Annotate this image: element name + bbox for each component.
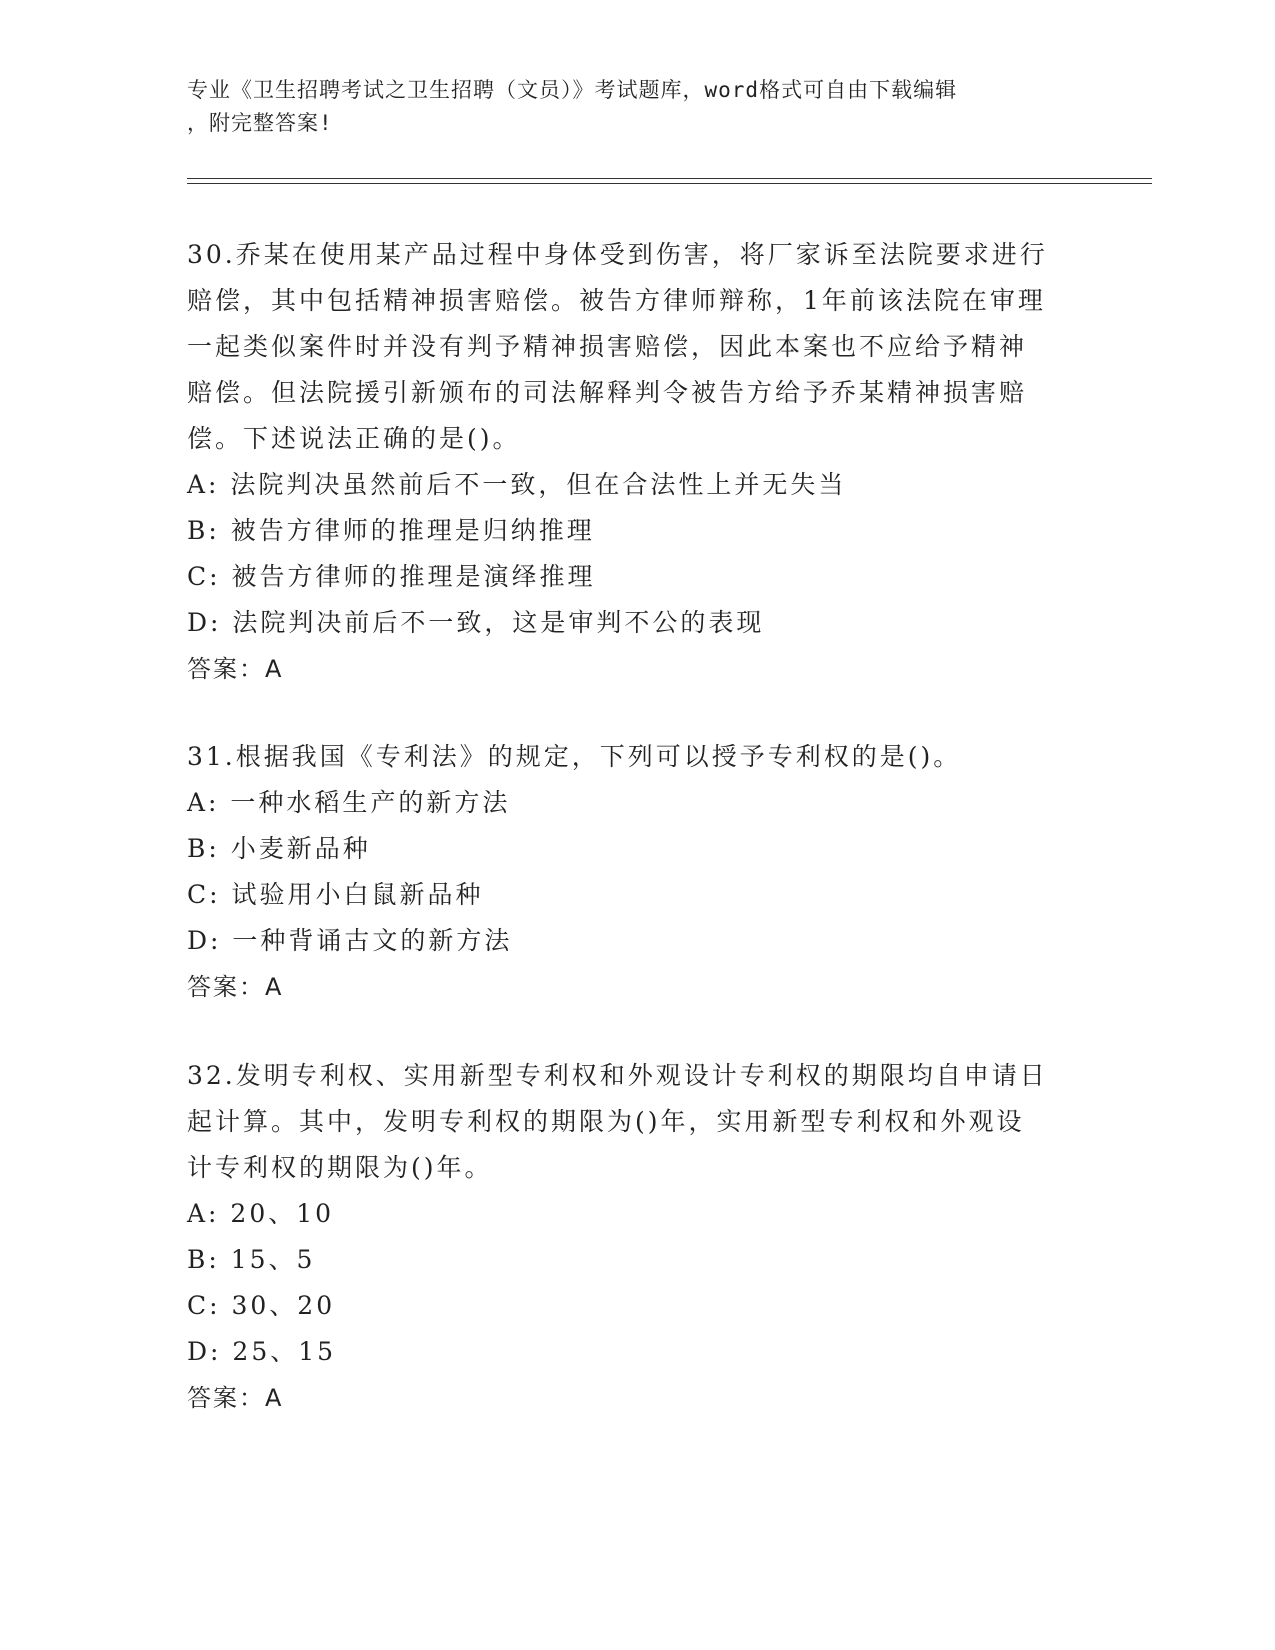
stem-line: 计专利权的期限为()年。 [187, 1153, 493, 1182]
question-stem [187, 232, 1087, 462]
document-header [187, 74, 1067, 140]
option-d: D: 一种背诵古文的新方法 [187, 926, 513, 955]
stem-line: 30.乔某在使用某产品过程中身体受到伤害，将厂家诉至法院要求进行 [187, 240, 1048, 269]
option-b: B: 小麦新品种 [187, 834, 371, 863]
question-30 [187, 232, 1087, 692]
question-32 [187, 1053, 1087, 1421]
stem-line: 31.根据我国《专利法》的规定，下列可以授予专利权的是()。 [187, 742, 962, 771]
question-stem [187, 1053, 1087, 1191]
option-d: D: 法院判决前后不一致，这是审判不公的表现 [187, 608, 765, 637]
option-a: A: 法院判决虽然前后不一致，但在合法性上并无失当 [187, 470, 847, 499]
option-c: C: 被告方律师的推理是演绎推理 [187, 562, 596, 591]
answer-label: 答案：A [187, 655, 284, 683]
header-divider-bottom [187, 183, 1152, 184]
stem-line: 32.发明专利权、实用新型专利权和外观设计专利权的期限均自申请日 [187, 1061, 1048, 1090]
header-line-2: ，附完整答案! [187, 111, 333, 135]
question-stem [187, 734, 1087, 780]
option-b: B: 被告方律师的推理是归纳推理 [187, 516, 595, 545]
question-31 [187, 734, 1087, 1010]
answer-label: 答案：A [187, 973, 284, 1001]
stem-line: 起计算。其中，发明专利权的期限为()年，实用新型专利权和外观设 [187, 1107, 1025, 1136]
option-c: C: 30、20 [187, 1291, 336, 1320]
option-d: D: 25、15 [187, 1337, 337, 1366]
stem-line: 赔偿。但法院援引新颁布的司法解释判令被告方给予乔某精神损害赔 [187, 378, 1028, 407]
stem-line: 偿。下述说法正确的是()。 [187, 424, 521, 453]
option-c: C: 试验用小白鼠新品种 [187, 880, 484, 909]
option-b: B: 15、5 [187, 1245, 316, 1274]
header-divider-top [187, 178, 1152, 179]
option-a: A: 一种水稻生产的新方法 [187, 788, 511, 817]
header-line-1: 专业《卫生招聘考试之卫生招聘（文员）》考试题库，word格式可自由下载编辑 [187, 78, 958, 102]
stem-line: 一起类似案件时并没有判予精神损害赔偿，因此本案也不应给予精神 [187, 332, 1028, 361]
answer-label: 答案：A [187, 1384, 284, 1412]
stem-line: 赔偿，其中包括精神损害赔偿。被告方律师辩称，1年前该法院在审理 [187, 286, 1046, 315]
option-a: A: 20、10 [187, 1199, 335, 1228]
